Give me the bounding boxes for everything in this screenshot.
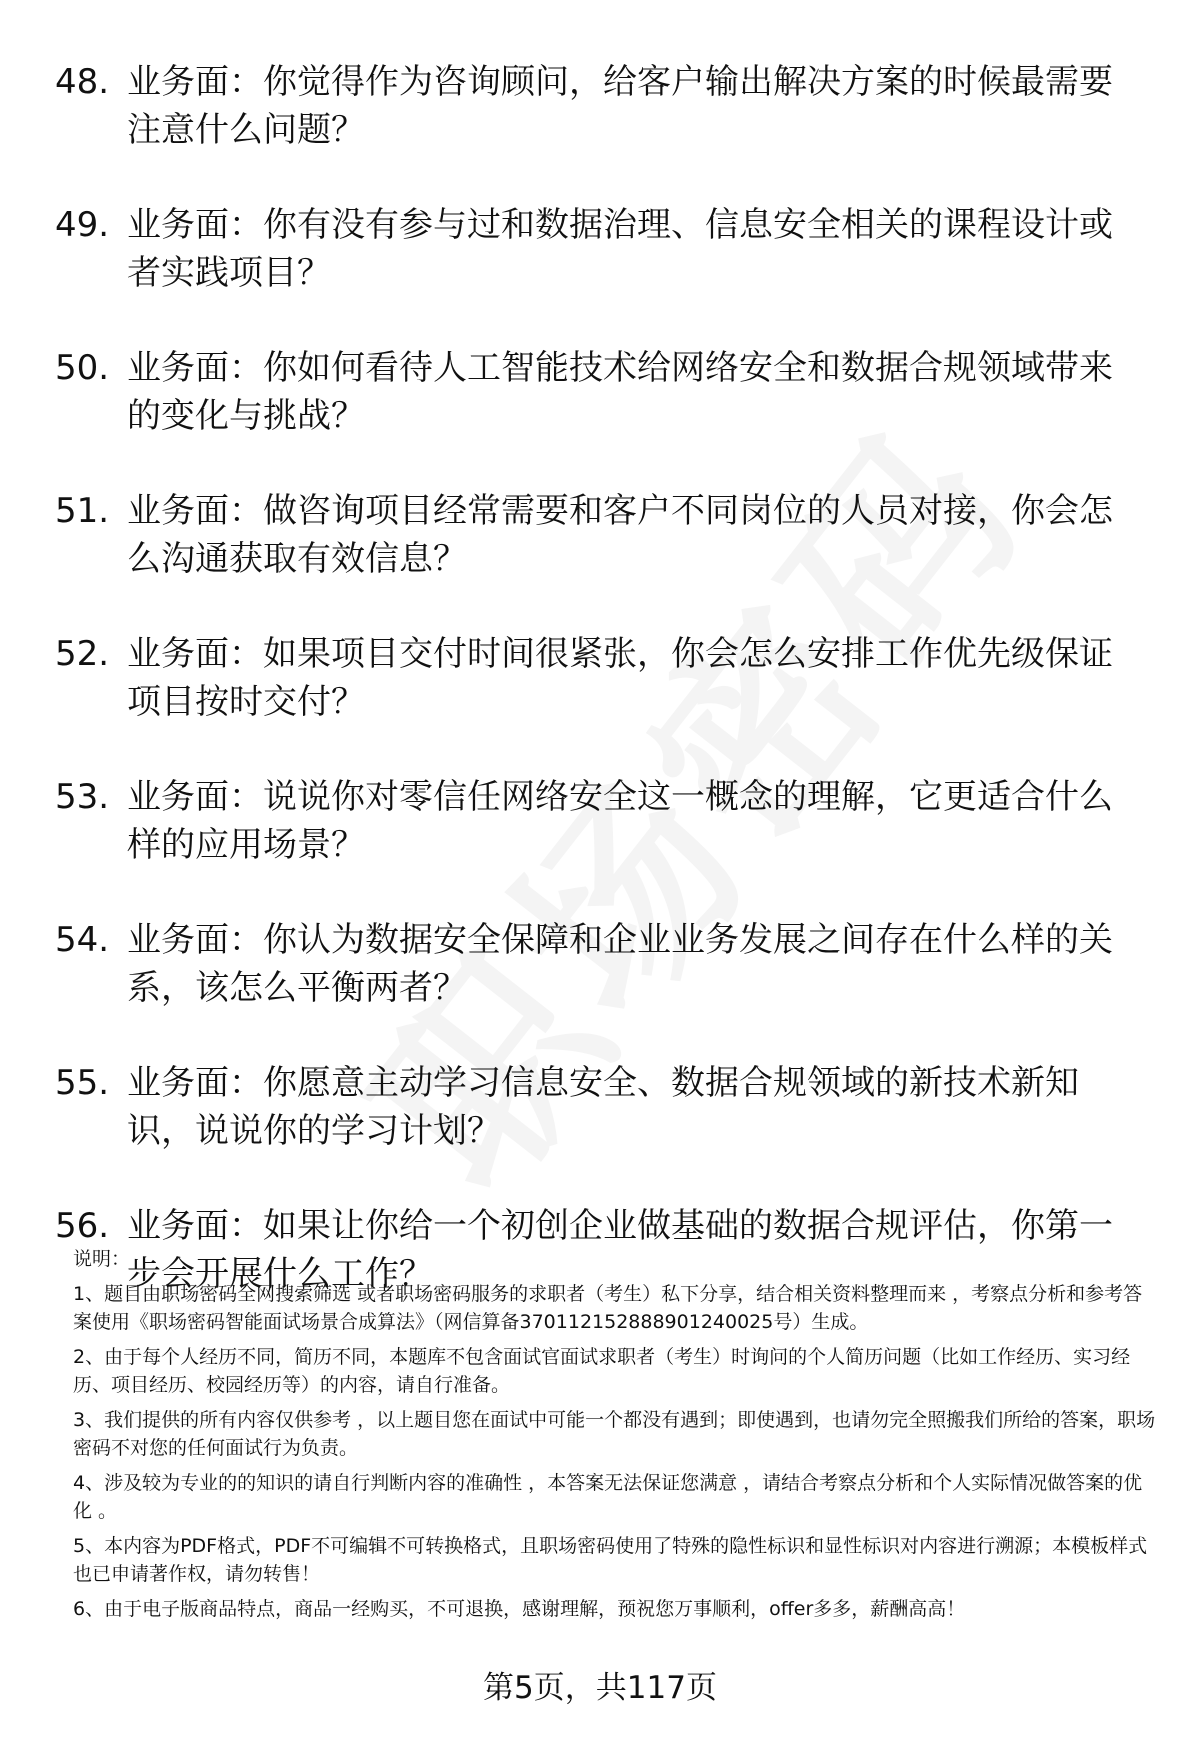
question-number: 49. bbox=[55, 205, 110, 245]
question-item bbox=[55, 916, 1145, 1012]
question-item bbox=[55, 630, 1145, 726]
question-list bbox=[55, 58, 1145, 1345]
question-number: 52. bbox=[55, 634, 110, 674]
question-text: 业务面：你如何看待人工智能技术给网络安全和数据合规领域带来的变化与挑战？ bbox=[127, 348, 1113, 436]
question-number: 55. bbox=[55, 1063, 110, 1103]
question-item bbox=[55, 58, 1145, 154]
notes-section bbox=[73, 1245, 1158, 1630]
question-item bbox=[55, 773, 1145, 869]
note-item: 5、本内容为PDF格式，PDF不可编辑不可转换格式，且职场密码使用了特殊的隐性标识和显性标识对内容进行溯源；本模板样式也已申请著作权，请勿转售！ bbox=[73, 1535, 1148, 1585]
question-text: 业务面：你有没有参与过和数据治理、信息安全相关的课程设计或者实践项目？ bbox=[127, 205, 1113, 293]
question-item bbox=[55, 487, 1145, 583]
question-number: 56. bbox=[55, 1206, 110, 1246]
question-text: 业务面：说说你对零信任网络安全这一概念的理解，它更适合什么样的应用场景？ bbox=[127, 777, 1113, 865]
note-item: 1、题目由职场密码全网搜索筛选 或者职场密码服务的求职者（考生）私下分享，结合相关资料整理而来 ，考察点分析和参考答案使用《职场密码智能面试场景合成算法》（网信算备370112152888901240025号）生成。 bbox=[73, 1283, 1143, 1333]
note-item: 4、涉及较为专业的的知识的请自行判断内容的准确性 ，本答案无法保证您满意 ，请结合考察点分析和个人实际情况做答案的优化 。 bbox=[73, 1472, 1143, 1522]
question-number: 50. bbox=[55, 348, 110, 388]
question-text: 业务面：如果项目交付时间很紧张，你会怎么安排工作优先级保证项目按时交付？ bbox=[127, 634, 1113, 722]
note-item: 3、我们提供的所有内容仅供参考 ，以上题目您在面试中可能一个都没有遇到；即使遇到，也请勿完全照搬我们所给的答案，职场密码不对您的任何面试行为负责。 bbox=[73, 1409, 1156, 1459]
question-number: 48. bbox=[55, 62, 110, 102]
question-item bbox=[55, 201, 1145, 297]
question-text: 业务面：你愿意主动学习信息安全、数据合规领域的新技术新知识，说说你的学习计划？ bbox=[127, 1063, 1079, 1151]
question-item bbox=[55, 344, 1145, 440]
note-item: 2、由于每个人经历不同，简历不同，本题库不包含面试官面试求职者（考生）时询问的个人简历问题（比如工作经历、实习经历、项目经历、校园经历等）的内容，请自行准备。 bbox=[73, 1346, 1131, 1396]
question-number: 53. bbox=[55, 777, 110, 817]
question-text: 业务面：如果让你给一个初创企业做基础的数据合规评估，你第一步会开展什么工作？ bbox=[127, 1206, 1113, 1294]
page-number: 第5页，共117页 bbox=[483, 1670, 717, 1706]
notes-title: 说明： bbox=[73, 1248, 131, 1270]
question-number: 51. bbox=[55, 491, 110, 531]
question-text: 业务面：你觉得作为咨询顾问，给客户输出解决方案的时候最需要注意什么问题？ bbox=[127, 62, 1113, 150]
question-number: 54. bbox=[55, 920, 110, 960]
question-text: 业务面：你认为数据安全保障和企业业务发展之间存在什么样的关系，该怎么平衡两者？ bbox=[127, 920, 1113, 1008]
question-item bbox=[55, 1059, 1145, 1155]
question-text: 业务面：做咨询项目经常需要和客户不同岗位的人员对接，你会怎么沟通获取有效信息？ bbox=[127, 491, 1113, 579]
note-item: 6、由于电子版商品特点，商品一经购买，不可退换，感谢理解，预祝您万事顺利，offer多多，薪酬高高！ bbox=[73, 1598, 966, 1620]
